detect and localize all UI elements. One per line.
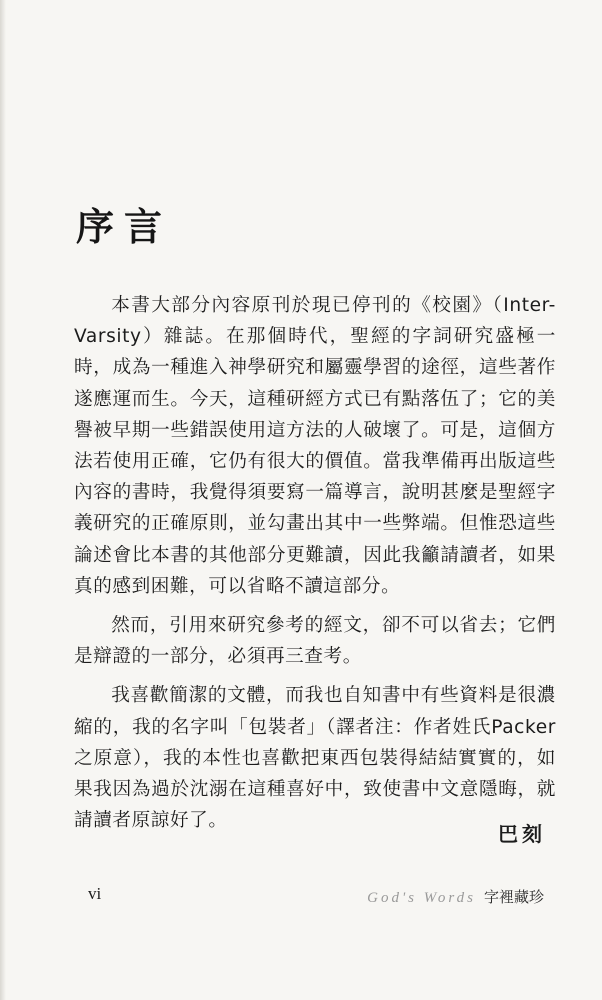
book-title-chinese: 字裡藏珍 bbox=[483, 888, 544, 906]
book-title-english: God's Words bbox=[367, 890, 476, 906]
page-number: vi bbox=[88, 884, 102, 903]
running-footer bbox=[367, 886, 544, 907]
chapter-title: 序言 bbox=[76, 205, 173, 249]
paragraph-1: 本書大部分內容原刊於現已停刊的《校園》（Inter-Varsity）雜誌。在那個時代，聖經的字詞研究盛極一時，成為一種進入神學研究和屬靈學習的途徑，這些著作遂應運而生。今天，這種研經方式已有點落伍了；它的美譽被早期一些錯誤使用這方法的人破壞了。可是，這個方法若使用正確，它仍有很大的價值。當我準備再出版這些內容的書時，我覺得須要寫一篇導言，說明甚麼是聖經字義研究的正確原則，並勾畫出其中一些弊端。但惟恐這些論述會比本書的其他部分更難讀，因此我籲請讀者，如果真的感到困難，可以省略不讀這部分。 bbox=[74, 295, 556, 597]
paragraph-2: 然而，引用來研究參考的經文，卻不可以省去；它們是辯證的一部分，必須再三查考。 bbox=[74, 615, 556, 668]
author-signature: 巴刻 bbox=[498, 822, 546, 846]
body-text bbox=[74, 290, 556, 836]
page-edge bbox=[0, 0, 6, 1000]
paragraph-3: 我喜歡簡潔的文體，而我也自知書中有些資料是很濃縮的，我的名字叫「包裝者」（譯者注：作者姓氏Packer之原意），我的本性也喜歡把東西包裝得結結實實的，如果我因為過於沈溺在這種喜好中，致使書中文意隱晦，就請讀者原諒好了。 bbox=[74, 685, 556, 832]
